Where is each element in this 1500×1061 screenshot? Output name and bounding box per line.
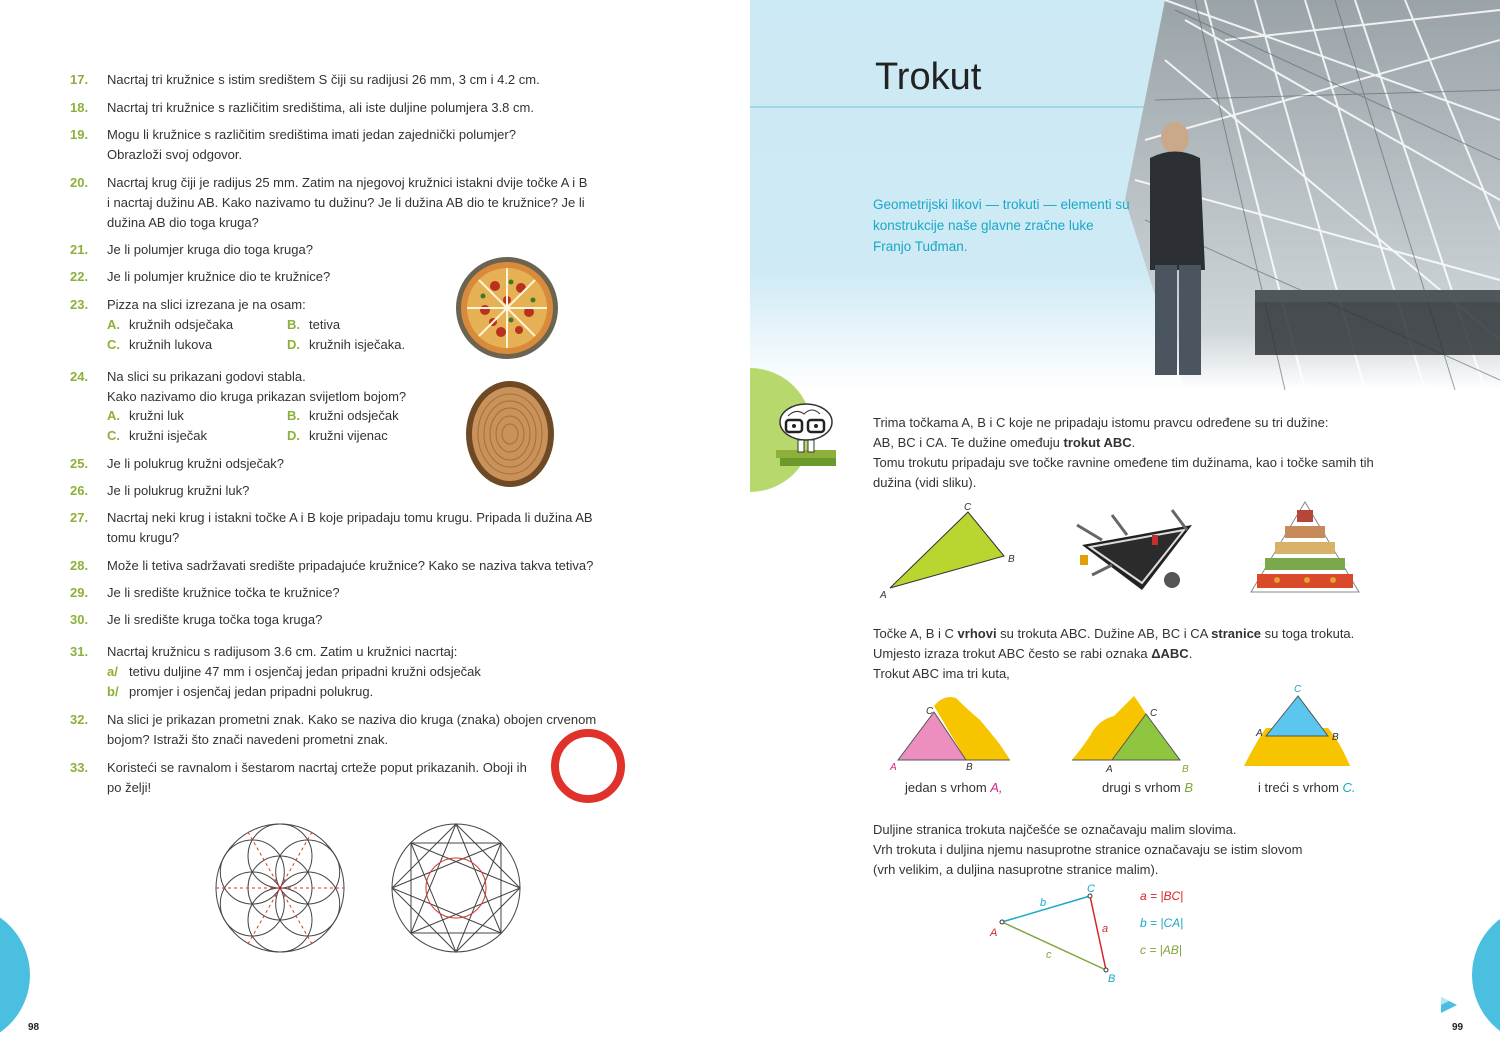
definition-paragraph: [873, 413, 1433, 493]
angle-vertex-a: A: [890, 762, 897, 773]
side-fig-vertex-b: B: [1108, 973, 1116, 985]
flower-construction-drawing: [212, 820, 348, 956]
side-fig-vertex-a: A: [990, 927, 998, 939]
angle2-vertex-b: B: [1182, 764, 1189, 774]
angle-vertex-b: B: [966, 762, 973, 773]
chapter-title: Trokut: [875, 56, 982, 98]
caption-angle-b: drugi s vrhom B: [1102, 780, 1194, 795]
side-b-label: b: [1040, 897, 1047, 909]
right-page: [750, 0, 1500, 1061]
side-lengths-paragraph: [873, 820, 1433, 880]
problem-22: 22. Je li polumjer kružnice dio te kružnice?: [70, 269, 331, 284]
definition-line-3: Tomu trokutu pripadaju sve točke ravnine omeđene tim dužinama, kao i točke samih tih: [873, 455, 1374, 470]
problem-32: 32. Na slici je prikazan prometni znak. Kako se naziva dio kruga (znaka) obojen crvenom bojom? Istraži što znači navedeni prometni znak.: [70, 712, 597, 747]
problem-27: 27. Nacrtaj neki krug i istakni točke A i B koje pripadaju tomu krugu. Pripada li dužina AB tomu krugu?: [70, 510, 593, 545]
play-icon[interactable]: [1438, 994, 1460, 1016]
food-pyramid-image: [1247, 500, 1363, 596]
problem-21: 21. Je li polumjer kruga dio toga kruga?: [70, 242, 313, 257]
angle-at-c-figure: [1236, 680, 1356, 772]
problem-33: 33. Koristeći se ravnalom i šestarom nacrtaj crteže poput prikazanih. Oboji ih po želji!: [70, 760, 527, 795]
side-fig-vertex-c: C: [1087, 883, 1095, 895]
angle3-vertex-a: A: [1256, 728, 1263, 739]
corner-decoration: [1472, 905, 1500, 1045]
problem-23: 23. Pizza na slici izrezana je na osam:: [70, 297, 306, 312]
tree-rings-image: [465, 380, 555, 488]
angle-vertex-c: C: [926, 706, 934, 717]
page-number: 99: [1452, 1022, 1464, 1033]
option-23b: B. tetiva: [287, 317, 341, 332]
side-labels-figure: [982, 878, 1122, 986]
angle3-vertex-c: C: [1294, 684, 1302, 695]
option-23c: C. kružnih lukova: [107, 337, 213, 352]
airport-photo: [1105, 0, 1500, 390]
angle-at-b-figure: [1068, 690, 1198, 774]
caption-angle-c: i treći s vrhom C.: [1258, 780, 1356, 795]
side-lengths-line-3: (vrh velikim, a duljina nasuprotne stranice malim).: [873, 862, 1159, 877]
corner-decoration: [0, 905, 30, 1045]
legend-side-b: b = |CA|: [1140, 916, 1184, 930]
option-23d: D. kružnih isječaka.: [287, 337, 406, 352]
tools-triangle-image: [1072, 505, 1202, 595]
side-lengths-line-1: Duljine stranica trokuta najčešće se označavaju malim slovima.: [873, 822, 1237, 837]
vertices-paragraph: [873, 624, 1433, 684]
triangle-abc-figure: [878, 500, 1028, 602]
problem-19: 19. Mogu li kružnice s različitim središtima imati jedan zajednički polumjer? Obrazloži svoj odgovor.: [70, 127, 516, 162]
side-c-label: c: [1046, 949, 1052, 961]
problem-30: 30. Je li središte kruga točka toga kruga?: [70, 612, 323, 627]
angle-at-a-figure: [886, 690, 1016, 774]
chapter-intro: Geometrijski likovi — trokuti — elementi su konstrukcije naše glavne zračne luke Franjo Tuđman.: [873, 197, 1130, 254]
definition-line-1: Trima točkama A, B i C koje ne pripadaju istomu pravcu određene su tri dužine:: [873, 415, 1329, 430]
side-lengths-line-2: Vrh trokuta i duljina njemu nasuprotne stranice označavaju se istim slovom: [873, 842, 1303, 857]
option-24a: A. kružni luk: [107, 408, 184, 423]
problem-25: 25. Je li polukrug kružni odsječak?: [70, 456, 285, 471]
option-31b: b/ promjer i osjenčaj jedan pripadni polukrug.: [107, 684, 374, 699]
angle2-vertex-c: C: [1150, 708, 1158, 719]
definition-line-4: dužina (vidi sliku).: [873, 475, 977, 490]
legend-side-c: c = |AB|: [1140, 943, 1182, 957]
problem-18: 18. Nacrtaj tri kružnice s različitim središtima, ali iste duljine polumjera 3.8 cm.: [70, 100, 534, 115]
problem-24: 24. Na slici su prikazani godovi stabla. Kako nazivamo dio kruga prikazan svijetlom bojom?: [70, 369, 407, 404]
page-number: 98: [28, 1022, 40, 1033]
pizza-image: [455, 252, 560, 367]
problem-28: 28. Može li tetiva sadržavati središte pripadajuće kružnice? Kako se naziva takva tetiva?: [70, 558, 594, 573]
option-24d: D. kružni vijenac: [287, 428, 388, 443]
vertices-line-3: Trokut ABC ima tri kuta,: [873, 666, 1010, 681]
option-23a: A. kružnih odsječaka: [107, 317, 234, 332]
problem-31: 31. Nacrtaj kružnicu s radijusom 3.6 cm. Zatim u kružnici nacrtaj:: [70, 644, 458, 659]
vertices-line-1: Točke A, B i C vrhovi su trokuta ABC. Dužine AB, BC i CA stranice su toga trokuta.: [873, 626, 1355, 641]
option-31a: a/ tetivu duljine 47 mm i osjenčaj jedan pripadni kružni odsječak: [107, 664, 481, 679]
option-24c: C. kružni isječak: [107, 428, 208, 443]
chapter-header: [750, 0, 1500, 390]
definition-line-2: AB, BC i CA. Te dužine omeđuju trokut ABC.: [873, 435, 1136, 450]
side-a-label: a: [1102, 923, 1109, 935]
star-construction-drawing: [388, 820, 524, 956]
brain-mascot-icon: [768, 400, 848, 470]
option-24b: B. kružni odsječak: [287, 408, 399, 423]
problem-20: 20. Nacrtaj krug čiji je radijus 25 mm. Zatim na njegovoj kružnici istakni dvije točke A i B i nacrtaj dužinu AB. Kako nazivamo tu dužinu? Je li dužina AB dio te kružnice? Je li dužina AB dio toga kruga?: [70, 175, 588, 230]
traffic-sign-image: [548, 727, 628, 805]
legend-side-a: a = |BC|: [1140, 889, 1184, 903]
angle2-vertex-a: A: [1106, 764, 1113, 774]
problem-26: 26. Je li polukrug kružni luk?: [70, 483, 250, 498]
vertex-c-label: C: [964, 502, 972, 513]
problem-29: 29. Je li središte kružnice točka te kružnice?: [70, 585, 340, 600]
problem-17: 17. Nacrtaj tri kružnice s istim središtem S čiji su radijusi 26 mm, 3 cm i 4.2 cm.: [70, 72, 540, 87]
angle3-vertex-b: B: [1332, 732, 1339, 743]
vertex-a-label: A: [880, 590, 887, 601]
vertices-line-2: Umjesto izraza trokut ABC često se rabi oznaka ΔABC.: [873, 646, 1193, 661]
caption-angle-a: jedan s vrhom A,: [905, 780, 1003, 795]
vertex-b-label: B: [1008, 554, 1015, 565]
